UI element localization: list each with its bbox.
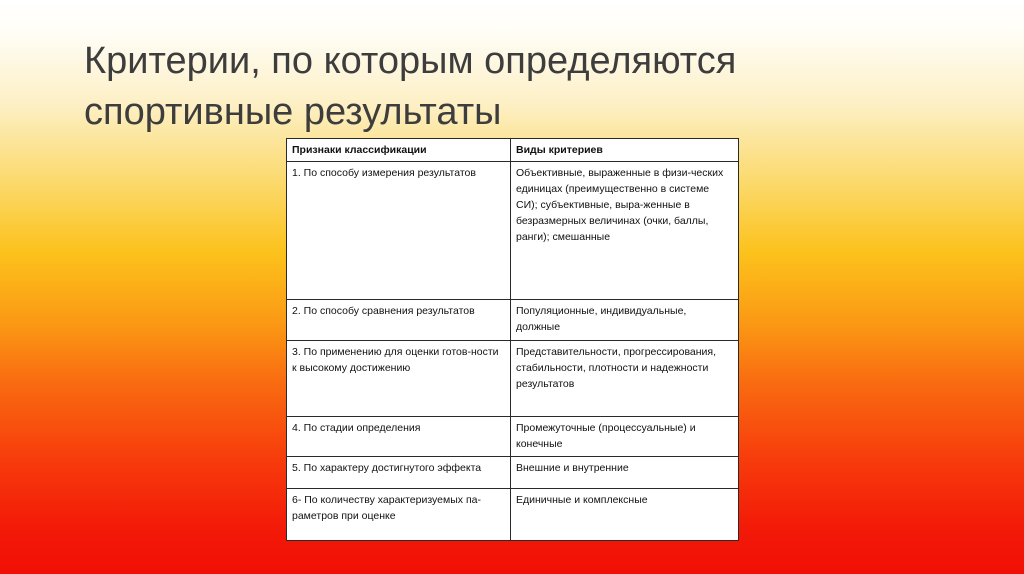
criteria-types-cell: Единичные и комплексные xyxy=(511,489,739,541)
slide-title-line-1: Критерии, по которым определяются xyxy=(84,40,737,82)
classification-sign-cell: 1. По способу измерения результатов xyxy=(287,162,511,300)
table-header-row xyxy=(287,139,739,162)
slide-title-line-2: спортивные результаты xyxy=(84,91,502,133)
table-row xyxy=(287,457,739,489)
classification-sign-cell: 4. По стадии определения xyxy=(287,417,511,457)
classification-sign-cell: 6- По количеству характеризуемых па-раметров при оценке xyxy=(287,489,511,541)
criteria-types-cell: Популяционные, индивидуальные, должные xyxy=(511,300,739,341)
table-row xyxy=(287,341,739,417)
criteria-types-cell: Представительности, прогрессирования, стабильности, плотности и надежности результатов xyxy=(511,341,739,417)
header-criteria-types: Виды критериев xyxy=(511,139,739,162)
table-row xyxy=(287,162,739,300)
criteria-types-cell: Промежуточные (процессуальные) и конечные xyxy=(511,417,739,457)
table-row xyxy=(287,300,739,341)
table-row xyxy=(287,489,739,541)
classification-sign-cell: 5. По характеру достигнутого эффекта xyxy=(287,457,511,489)
criteria-types-cell: Внешние и внутренние xyxy=(511,457,739,489)
classification-sign-cell: 3. По применению для оценки готов-ности к высокому достижению xyxy=(287,341,511,417)
criteria-table xyxy=(286,138,739,541)
criteria-types-cell: Объективные, выраженные в физи-ческих единицах (преимущественно в системе СИ); субъективные, выра-женные в безразмерных величинах (очки, баллы, ранги); смешанные xyxy=(511,162,739,300)
header-classification-signs: Признаки классификации xyxy=(287,139,511,162)
classification-sign-cell: 2. По способу сравнения результатов xyxy=(287,300,511,341)
slide-title xyxy=(84,36,984,138)
table-row xyxy=(287,417,739,457)
